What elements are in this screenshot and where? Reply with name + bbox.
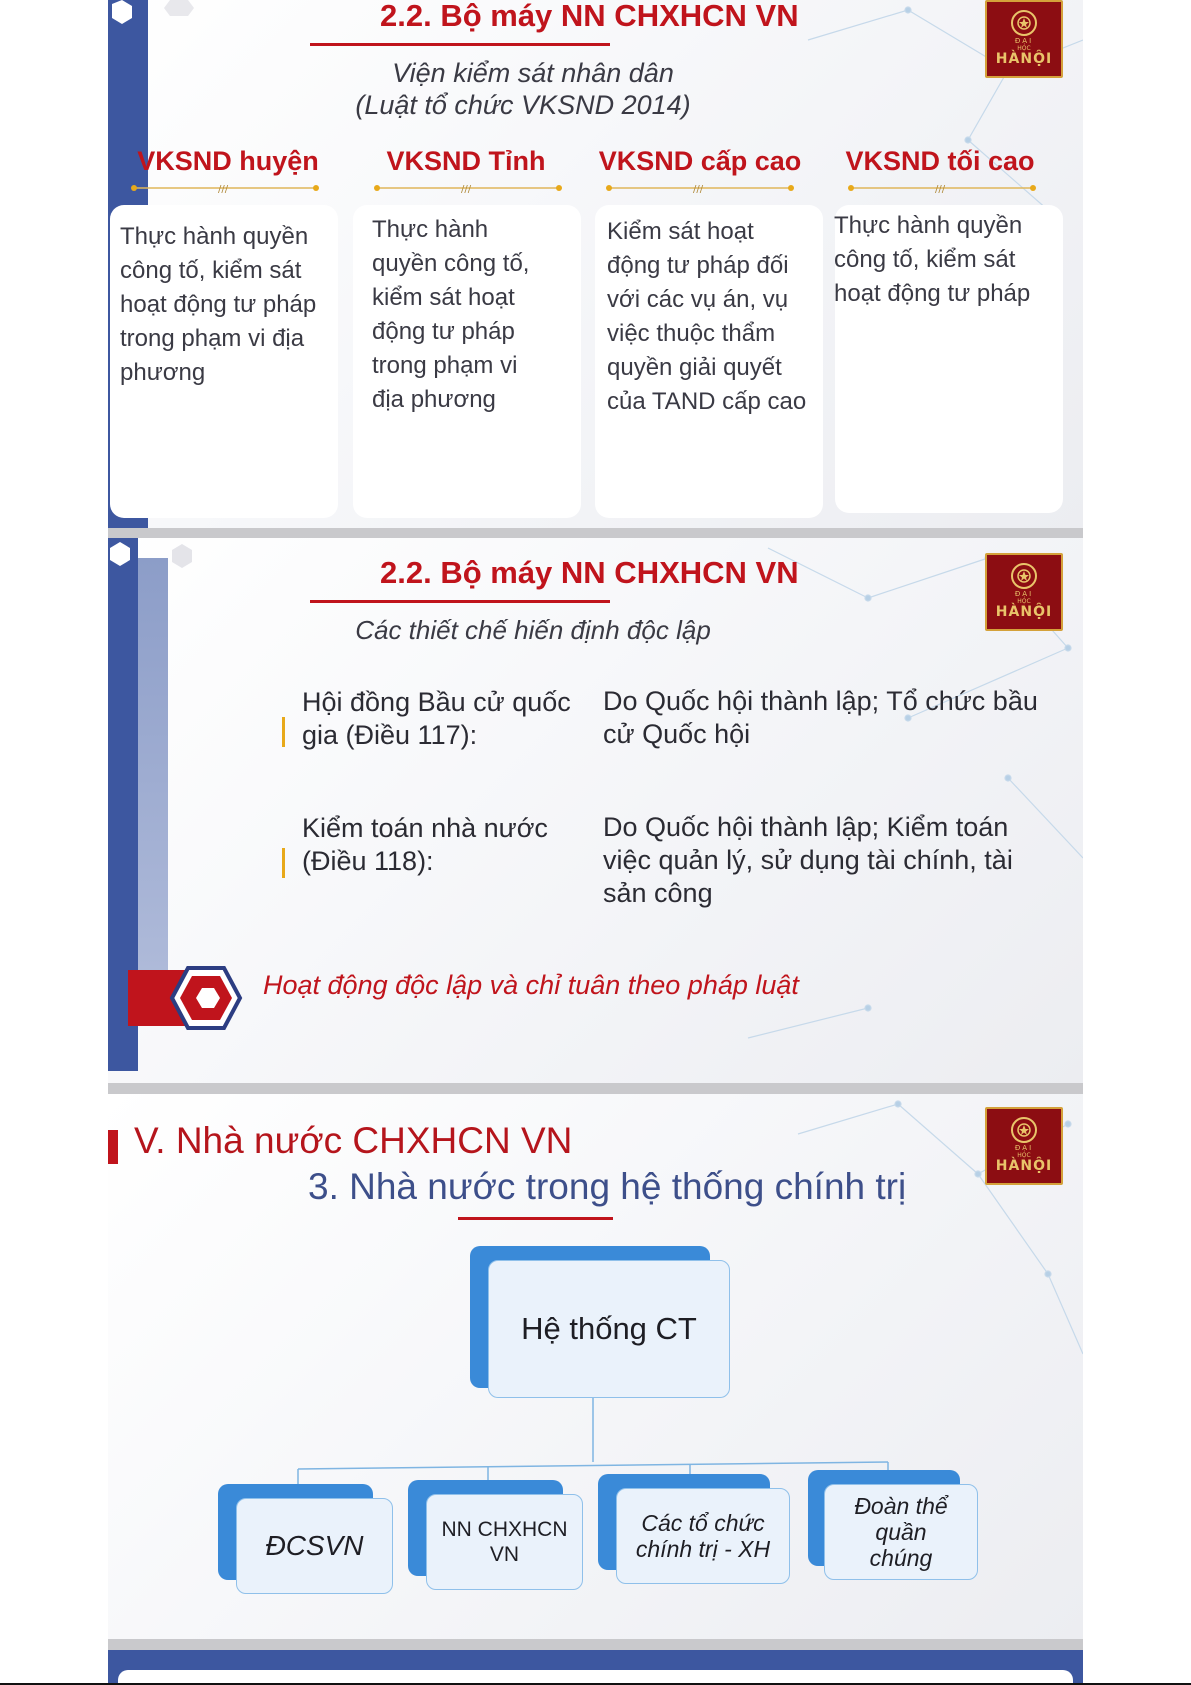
hexagon-emphasis-icon [128, 958, 248, 1038]
org-node-party-label: ĐCSVN [265, 1530, 364, 1561]
svg-text:///: /// [218, 184, 229, 195]
svg-text:///: /// [693, 184, 704, 195]
card-text-high: Kiểm sát hoạt động tư pháp đối với các vụ án, vụ việc thuộc thẩm quyền giải quyết của TAND cấp cao [607, 218, 807, 415]
heading-divider [605, 181, 795, 195]
heading-divider [847, 181, 1037, 195]
institution-label-state-audit: Kiểm toán nhà nước (Điều 118): [302, 813, 548, 876]
next-slide-edge [108, 1650, 1083, 1685]
institution-desc-election-council: Do Quốc hội thành lập; Tổ chức bầu cử Quốc hội [603, 686, 1038, 749]
institution-label-election-council: Hội đồng Bầu cử quốc gia (Điều 117): [302, 687, 571, 750]
logo-line1: ĐẠI [1014, 590, 1034, 598]
org-node-root-label: Hệ thống CT [521, 1311, 697, 1346]
independence-statement: Hoạt động độc lập và chỉ tuân theo pháp luật [263, 970, 799, 1000]
column-heading-district: VKSND huyện [137, 146, 319, 176]
org-node-state [408, 1480, 583, 1590]
slide-subtitle-line1: Viện kiểm sát nhân dân [392, 58, 674, 88]
emblem-icon [1009, 561, 1039, 591]
title-underline [310, 600, 610, 603]
slide-title: 2.2. Bộ máy NN CHXHCN VN [380, 555, 799, 590]
slide-subtitle: Các thiết chế hiến định độc lập [355, 615, 711, 645]
hexagon-decoration [108, 538, 198, 578]
slide-independent-institutions [108, 538, 1083, 1083]
slide-separator [108, 528, 1083, 538]
svg-text:///: /// [461, 184, 472, 195]
university-logo [985, 0, 1063, 78]
logo-line1: ĐẠI [1014, 1144, 1034, 1152]
logo-line3: HÀNỘI [995, 51, 1053, 67]
slide-separator [108, 1639, 1083, 1650]
org-node-mass-organizations-label: Đoàn thể quần chúng [854, 1493, 948, 1571]
heading-divider [373, 181, 563, 195]
org-node-mass-organizations [808, 1470, 978, 1580]
section-subtitle: 3. Nhà nước trong hệ thống chính trị [308, 1166, 907, 1207]
bullet-marker [282, 717, 285, 747]
university-logo [985, 553, 1063, 631]
org-node-state-label: NN CHXHCN VN [441, 1518, 568, 1566]
bullet-marker [282, 848, 285, 878]
org-node-sociopolitical-label: Các tổ chức chính trị - XH [635, 1510, 771, 1562]
org-node-root [470, 1246, 730, 1398]
logo-line2: HỌC [1017, 1152, 1031, 1159]
institution-desc-state-audit: Do Quốc hội thành lập; Kiểm toán việc quản lý, sử dụng tài chính, tài sản công [603, 812, 1013, 908]
slide-subtitle-line2: (Luật tổ chức VKSND 2014) [355, 90, 691, 120]
left-accent-band-light [138, 558, 168, 1018]
logo-line1: ĐẠI [1014, 37, 1034, 45]
slide-political-system [108, 1094, 1083, 1639]
logo-line2: HỌC [1017, 598, 1031, 605]
slide-separator [108, 1083, 1083, 1094]
slide-title: 2.2. Bộ máy NN CHXHCN VN [380, 0, 799, 33]
org-node-sociopolitical [598, 1474, 790, 1584]
logo-line3: HÀNỘI [995, 604, 1053, 620]
hexagon-decoration [108, 0, 198, 30]
section-title: V. Nhà nước CHXHCN VN [134, 1120, 573, 1161]
svg-text:///: /// [935, 184, 946, 195]
heading-divider [130, 181, 320, 195]
slide-vksnd [108, 0, 1083, 528]
emblem-icon [1009, 8, 1039, 38]
card-text-province: Thực hành quyền công tố, kiểm sát hoạt động tư pháp trong phạm vi địa phương [372, 216, 530, 413]
org-node-party [218, 1484, 393, 1594]
logo-line2: HỌC [1017, 45, 1031, 52]
title-underline [310, 43, 610, 46]
column-heading-province: VKSND Tỉnh [386, 146, 546, 176]
logo-line3: HÀNỘI [995, 1158, 1053, 1174]
column-heading-high: VKSND cấp cao [598, 146, 802, 176]
card-text-district: Thực hành quyền công tố, kiểm sát hoạt động tư pháp trong phạm vi địa phương [120, 223, 317, 386]
card-text-supreme: Thực hành quyền công tố, kiểm sát hoạt động tư pháp [834, 212, 1031, 307]
column-heading-supreme: VKSND tối cao [845, 146, 1035, 176]
